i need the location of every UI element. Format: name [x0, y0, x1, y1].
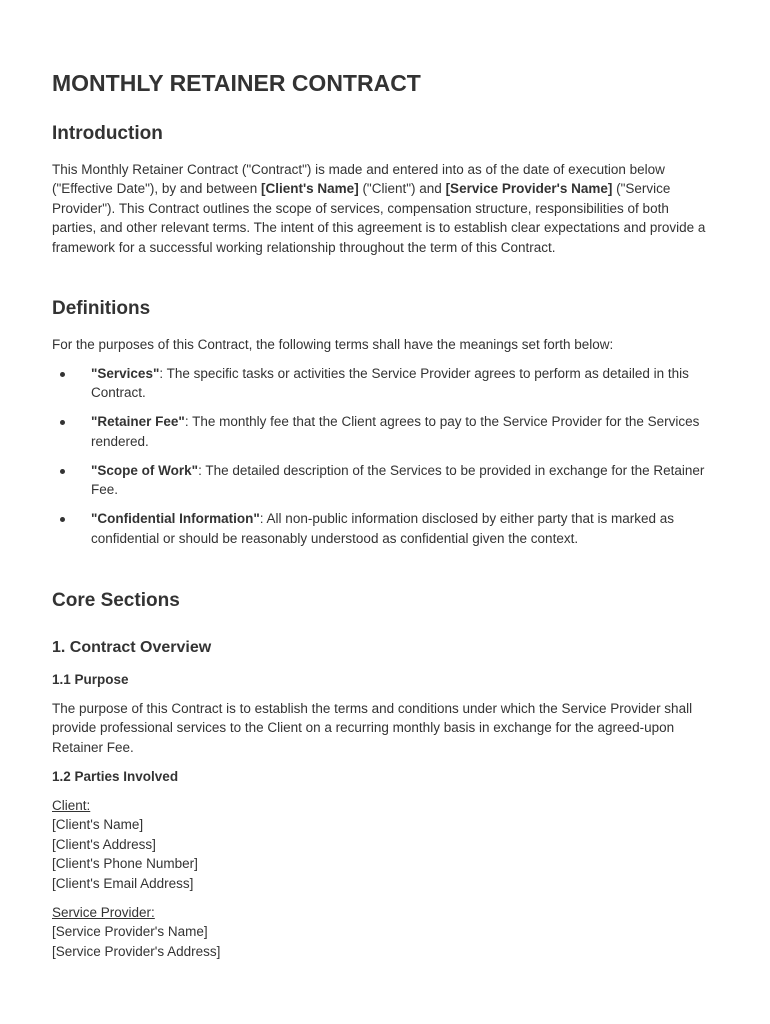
definition-text: : The monthly fee that the Client agrees to pay to the Service Provider for the Services rendered. — [91, 414, 700, 449]
definition-text: : The detailed description of the Services to be provided in exchange for the Retainer Fee. — [91, 462, 705, 498]
definition-term: "Services" — [91, 366, 160, 381]
client-details — [52, 796, 198, 893]
bullet-icon — [60, 420, 65, 425]
definitions-intro: For the purposes of this Contract, the following terms shall have the meanings set forth below: — [52, 337, 614, 352]
contract-overview-heading: 1. Contract Overview — [52, 639, 212, 656]
bullet-icon — [60, 517, 65, 522]
intro-text-part: ("Client") and — [358, 181, 446, 197]
client-address-line: [Client's Address] — [52, 836, 156, 852]
definitions-list — [52, 364, 712, 558]
purpose-paragraph: The purpose of this Contract is to establish the terms and conditions under which the Service Provider shall provide professional services to the Client on a recurring monthly basis in exchange for the agreed-upon Retainer Fee. — [52, 701, 693, 755]
client-email-line: [Client's Email Address] — [52, 875, 194, 891]
provider-name-placeholder: [Service Provider's Name] — [445, 181, 613, 197]
document-title: MONTHLY RETAINER CONTRACT — [52, 70, 421, 96]
purpose-heading: 1.1 Purpose — [52, 672, 129, 687]
core-sections-heading: Core Sections — [52, 590, 180, 611]
definition-item — [52, 364, 712, 403]
definition-text: : All non-public information disclosed by either party that is marked as confidential or should be reasonably understood as confidential given the context. — [91, 511, 674, 546]
definition-text: : The specific tasks or activities the Service Provider agrees to perform as detailed in this Contract. — [91, 366, 689, 401]
client-phone-line: [Client's Phone Number] — [52, 856, 198, 872]
client-name-placeholder: [Client's Name] — [260, 181, 359, 197]
intro-text-part: This Monthly Retainer Contract ("Contract") is made and entered into as of the date of execution below ("Effective Date"), by and between — [52, 162, 665, 197]
definition-item — [52, 509, 712, 548]
definition-term: "Confidential Information" — [91, 511, 260, 527]
provider-details — [52, 903, 220, 961]
provider-address-line: [Service Provider's Address] — [52, 943, 221, 959]
parties-heading: 1.2 Parties Involved — [52, 769, 179, 784]
definition-term: "Retainer Fee" — [91, 414, 185, 430]
bullet-icon — [60, 372, 65, 377]
bullet-icon — [60, 469, 65, 474]
provider-name-line: [Service Provider's Name] — [52, 924, 208, 940]
definition-item — [52, 461, 712, 500]
provider-label: Service Provider: — [52, 905, 155, 920]
definition-term: "Scope of Work" — [91, 462, 199, 478]
intro-text-part: ("Service Provider"). This Contract outlines the scope of services, compensation structure, responsibilities of both parties, and other relevant terms. The intent of this agreement is to establish clear expectations and provide a framework for a successful working relationship throughout the term of this Contract. — [52, 181, 706, 255]
definition-item — [52, 412, 712, 451]
introduction-paragraph — [52, 160, 712, 257]
client-label: Client: — [52, 798, 91, 813]
client-name-line: [Client's Name] — [52, 817, 144, 833]
introduction-heading: Introduction — [52, 123, 163, 144]
definitions-heading: Definitions — [52, 298, 151, 319]
